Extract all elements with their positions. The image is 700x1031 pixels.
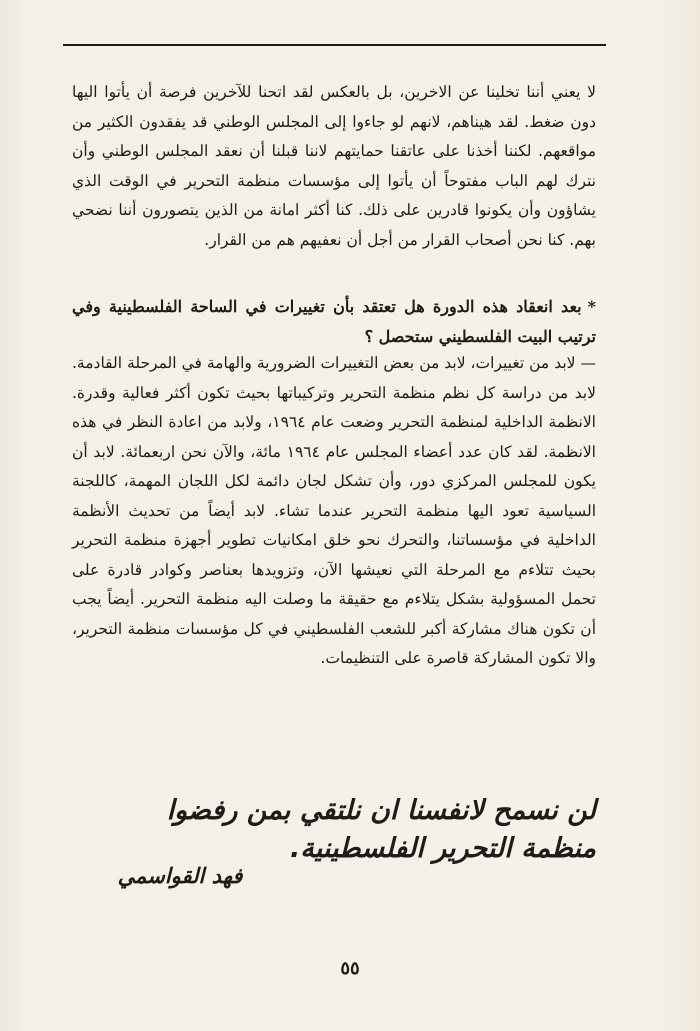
body-paragraph-1: لا يعني أننا تخلينا عن الاخرين، بل بالعكس لقد اتحنا للآخرين فرصة أن يأتوا اليها دون ضغط. لقد هيناهم، لانهم لو جاءوا إلى المجلس الوطني قد يفقدون الكثير من مواقعهم. لكننا أخذنا على عاتقنا حمايتهم لاننا قبلنا أن نعقد المجلس الوطني وأن نترك لهم الباب مفتوحاً أن يأتوا إلى مؤسسات منظمة التحرير في الوقت الذي يشاؤون وأن يكونوا قادرين على ذلك. كنا أكثر امانة من الذين يتصورون أننا نضحي بهم. كنا نحن أصحاب القرار من أجل أن نعفيهم هم من القرار. xyxy=(72,83,596,249)
header-rule xyxy=(63,44,606,46)
interview-answer: — لابد من تغييرات، لابد من بعض التغييرات الضرورية والهامة في المرحلة القادمة. لابد من دراسة كل نظم منظمة التحرير وتركيباتها بحيث تكون أكثر فعالية وقدرة. الانظمة الداخلية لمنظمة التحرير وضعت عام ١٩٦٤، ولابد من اعادة النظر في هذه الانظمة. لقد كان عدد أعضاء المجلس عام ١٩٦٤ مائة، والآن نحن اربعمائة. لابد أن يكون للمجلس المركزي دور، وأن تشكل لجان دائمة لكل اللجان المهمة، كاللجنة السياسية تعود اليها منظمة التحرير عندما تشاء. لابد أيضاً من تحديث الأنظمة الداخلية في مؤسساتنا، والتحرك نحو خلق امكانيات تطوير أجهزة منظمة التحرير بحيث تتلاءم مع المرحلة التي نعيشها الآن، وتزويدها بعناصر وكوادر قادرة على تحمل المسؤولية بشكل يتلاءم مع حقيقة ما وصلت اليه منظمة التحرير. أيضاً يجب أن تكون هناك مشاركة أكبر للشعب الفلسطيني في كل مؤسسات منظمة التحرير، والا تكون المشاركة قاصرة على التنظيمات. xyxy=(72,354,596,667)
quote-signature: فهد القواسمي xyxy=(117,864,243,888)
page-number: ٥٥ xyxy=(340,958,360,979)
interview-question xyxy=(72,292,596,352)
question-text: بعد انعقاد هذه الدورة هل تعتقد بأن تغييرات في الساحة الفلسطينية وفي ترتيب البيت الفلسطيني ستحصل ؟ xyxy=(72,297,596,346)
handwritten-quote: لن نسمح لانفسنا ان نلتقي بمن رفضوا منظمة التحرير الفلسطينية. xyxy=(166,795,596,864)
question-bullet: * xyxy=(587,297,596,316)
